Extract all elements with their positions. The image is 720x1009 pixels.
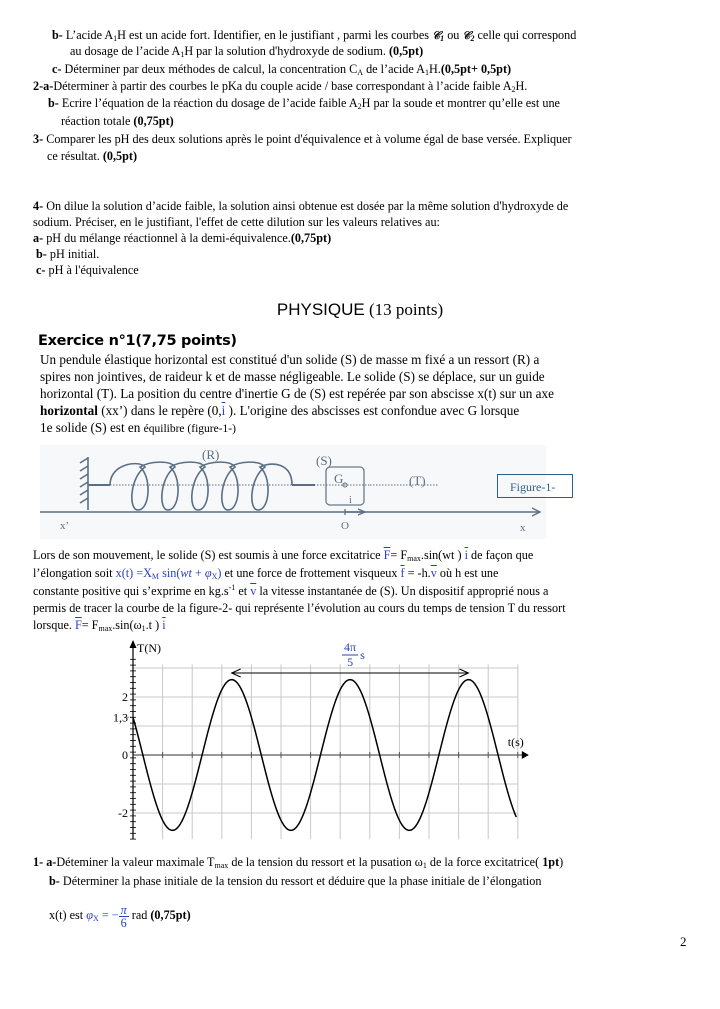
- question-2b-line1: [48, 96, 560, 111]
- intro-line-3: horizontal (T). La position du centre d'inertie G de (S) est repérée par son abscisse x(t) sur un axe: [40, 386, 554, 401]
- text: ). L'origine des abscisses est confondue avec G lorsque: [225, 403, 520, 418]
- question-1b-line2: [70, 44, 423, 59]
- question-4a: [33, 231, 331, 246]
- points: (0,5pt): [388, 44, 424, 58]
- question-label: b-: [52, 28, 63, 42]
- curve-c2-symbol: 𝒞$_2$: [462, 30, 475, 43]
- question-2b-line2: [61, 114, 174, 129]
- text: .sin(wt ): [420, 548, 465, 562]
- unit-vector-label: i: [349, 495, 352, 506]
- text: de la tension du ressort et la pusation ω: [228, 855, 423, 869]
- text: pH à l'équivalence: [45, 263, 139, 277]
- question-4b: [36, 247, 99, 262]
- question-label: b-: [49, 874, 60, 888]
- text: constante positive qui s’exprime en kg.s: [33, 584, 229, 598]
- y-axis-arrow: [130, 640, 137, 648]
- question-label: a-: [33, 231, 44, 245]
- axis-right-label: x: [520, 522, 526, 534]
- subscript: 2: [357, 102, 362, 111]
- text: H par la solution d'hydroxyde de sodium.: [184, 44, 389, 58]
- question-label: b-: [48, 96, 59, 110]
- subscript: max: [98, 624, 113, 633]
- guide-label: (T): [409, 473, 426, 488]
- points: (0,75pt): [133, 114, 174, 128]
- text: de façon que: [467, 548, 534, 562]
- subscript: 1: [422, 861, 427, 870]
- text: (xx’) dans le repère (0,: [97, 403, 222, 418]
- period-annotation: [232, 669, 469, 677]
- text: Déterminer la phase initiale de la tension du ressort et déduire que la phase initiale de l’élongation: [59, 874, 542, 888]
- question-1b: [49, 874, 541, 889]
- question-label: 4-: [33, 199, 44, 213]
- text: 1e solide (S) est en: [40, 420, 144, 435]
- text: L’acide A: [62, 28, 114, 42]
- exercise-title: Exercice n°1(7,75 points): [38, 333, 237, 349]
- text: celle qui correspond: [474, 28, 577, 42]
- question-3-line2: [47, 149, 137, 164]
- origin-label: O: [341, 520, 349, 532]
- points: (0,75pt): [290, 231, 332, 245]
- text: Déterminer à partir des courbes le pKa du couple acide / base correspondant à l’acide faible A: [53, 79, 512, 93]
- y-axis-label: T(N): [137, 641, 161, 655]
- superscript: -1: [228, 583, 236, 592]
- bold-word: horizontal: [40, 403, 98, 418]
- question-4-line2: [33, 215, 440, 230]
- heading-title: PHYSIQUE: [276, 300, 365, 319]
- axis-left-label: x’: [60, 520, 70, 532]
- velocity-vector-v: $\overline{v}$: [430, 566, 437, 580]
- x-axis-label: t(s): [507, 735, 524, 749]
- figure-1-diagram: [40, 445, 546, 539]
- friction-vector-f: $\overline{f}$: [400, 566, 405, 580]
- question-1b-line1: [52, 28, 576, 44]
- intro-line-2: spires non jointives, de raideur k et de masse négligeable. Le solide (S) se déplace, sur un guide: [40, 369, 545, 384]
- unit-vector-i: $\overline{i}$: [464, 548, 468, 562]
- para-line-3: [33, 584, 548, 599]
- text: On dilue la solution d’acide faible, la solution ainsi obtenue est dosée par la même solution d'hydroxyde de: [43, 199, 569, 213]
- text: rad: [128, 908, 151, 922]
- text: = F: [390, 548, 408, 562]
- unit-vector-i: $\overline{i}$: [162, 618, 166, 632]
- question-1c: [52, 62, 511, 77]
- velocity-vector-v: $\overline{v}$: [250, 584, 257, 598]
- intro-line-1: Un pendule élastique horizontal est constitué d'un solide (S) de masse m fixé a un ressort (R) a: [40, 352, 540, 367]
- text: équilibre (figure-1-): [143, 423, 236, 435]
- y-tick-label: 2: [122, 690, 128, 704]
- chart-grid: [133, 664, 518, 839]
- text: pH du mélange réactionnel à la demi-équivalence.: [43, 231, 291, 245]
- spring-label: (R): [202, 447, 220, 462]
- text: l’élongation soit: [33, 566, 116, 580]
- points: (0,75pt): [150, 908, 191, 922]
- question-3-line1: [33, 132, 572, 147]
- text: lorsque.: [33, 618, 75, 632]
- annotation-numerator: 4π: [344, 640, 357, 654]
- text: réaction totale: [61, 114, 134, 128]
- text: pH initial.: [46, 247, 100, 261]
- text: Déterminer par deux méthodes de calcul, la concentration C: [61, 62, 358, 76]
- question-label: c-: [52, 62, 62, 76]
- text: Comparer les pH des deux solutions après le point d'équivalence et à volume égal de base versée. Expliquer: [43, 132, 572, 146]
- text: ce résultat.: [47, 149, 103, 163]
- question-label: b-: [36, 247, 47, 261]
- intro-line-5: [40, 420, 236, 437]
- text: H par la soude et montrer qu’elle est une: [361, 96, 560, 110]
- text: H est un acide fort. Identifier, en le justifiant , parmi les courbes: [117, 28, 433, 42]
- text: Ecrire l’équation de la réaction du dosage de l’acide faible A: [58, 96, 358, 110]
- text: Lors de son mouvement, le solide (S) est soumis à une force excitatrice: [33, 548, 384, 562]
- question-4c: [36, 263, 139, 278]
- points: (0,5pt): [102, 149, 138, 163]
- question-label: 1- a-: [33, 855, 57, 869]
- y-tick-label: -2: [118, 806, 128, 820]
- subscript: 1: [113, 34, 118, 43]
- y-tick-label: 0: [122, 748, 128, 762]
- question-label: c-: [36, 263, 46, 277]
- curve-c1-symbol: 𝒞$_1$: [432, 30, 445, 43]
- y-tick-label: 1,3: [113, 710, 128, 725]
- annotation-denominator: 5: [347, 655, 354, 669]
- text: de la force excitatrice(: [426, 855, 543, 869]
- text: au dosage de l’acide A: [70, 44, 181, 58]
- phase-equation: $\varphi_X$ = − $\frac{\pi}{6}$: [86, 902, 127, 930]
- center-label: G: [334, 471, 344, 486]
- question-label: 3-: [33, 132, 44, 146]
- para-line-4: permis de tracer la courbe de la figure-2- qui représente l’évolution au cours du temps de tension T du ressort: [33, 601, 566, 615]
- text: x(t) est: [49, 908, 87, 922]
- solid-label: (S): [316, 453, 332, 468]
- question-label: 2-a-: [33, 79, 54, 93]
- text: la vitesse instantanée de (S). Un dispositif approprié nous a: [256, 584, 549, 598]
- subscript: max: [214, 861, 229, 870]
- para-line-1: [33, 548, 533, 563]
- text: ou: [444, 28, 463, 42]
- subscript: 1: [180, 50, 185, 59]
- text: H.: [515, 79, 528, 93]
- intro-line-4: [40, 403, 519, 418]
- page-number: 2: [680, 934, 687, 949]
- unit-vector-i: $\overline{i}$: [221, 403, 226, 418]
- text: et une force de frottement visqueux: [221, 566, 401, 580]
- subscript: 1: [424, 68, 429, 77]
- figure-background: [40, 445, 546, 539]
- points: 1pt: [542, 855, 560, 869]
- question-1b-line2: [49, 900, 191, 930]
- figure-1-label: Figure-1-: [497, 474, 573, 498]
- text: H.: [428, 62, 441, 76]
- elongation-equation: $x(t) =X_M$ $\sin(wt + \varphi_X)$: [115, 566, 222, 581]
- para-line-2: [33, 566, 498, 581]
- text: sodium. Préciser, en le justifiant, l'effet de cette dilution sur les valeurs relatives au:: [33, 215, 440, 229]
- text: .t ): [145, 618, 163, 632]
- force-vector-F: $\overline{F}$: [383, 548, 391, 562]
- text: .sin(ω: [112, 618, 142, 632]
- heading-points: (13 points): [364, 300, 444, 319]
- chart-axes: [130, 640, 529, 839]
- figure-2-tension-chart: [100, 638, 540, 848]
- question-1a: [33, 855, 563, 870]
- question-4-line1: [33, 199, 568, 214]
- text: = F: [81, 618, 99, 632]
- text: où h est une: [436, 566, 499, 580]
- text: et: [235, 584, 251, 598]
- points: (0,5pt+ 0,5pt): [440, 62, 512, 76]
- subscript: 1: [141, 624, 146, 633]
- section-heading-physique: [0, 300, 720, 320]
- para-line-5: [33, 618, 166, 633]
- text: = -h.: [404, 566, 431, 580]
- force-vector-F: $\overline{F}$: [74, 618, 82, 632]
- x-axis-arrow: [522, 751, 529, 759]
- annotation-unit: s: [360, 648, 365, 662]
- text: Déteminer la valeur maximale T: [56, 855, 215, 869]
- subscript: max: [407, 554, 421, 563]
- subscript: A: [357, 68, 364, 77]
- question-2a: [33, 79, 527, 94]
- text: de l’acide A: [363, 62, 425, 76]
- subscript: 2: [511, 85, 516, 94]
- text: ): [559, 855, 564, 869]
